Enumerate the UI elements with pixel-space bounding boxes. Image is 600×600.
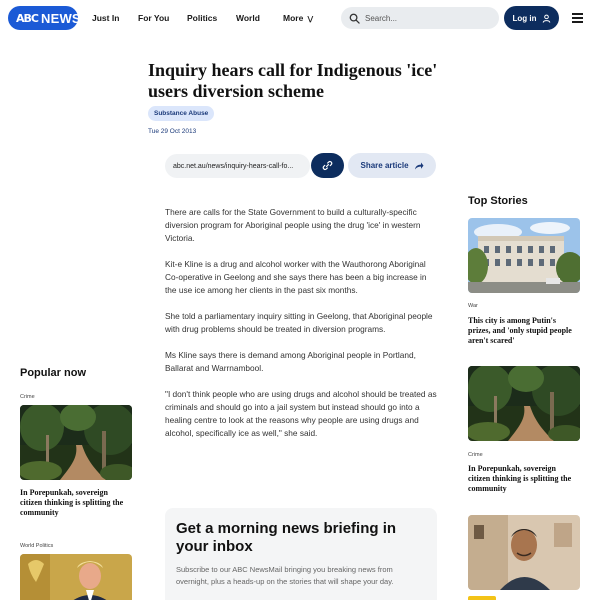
login-button[interactable] — [504, 6, 559, 30]
chevron-down-icon: ⋁ — [307, 15, 314, 23]
publish-date: Tue 29 Oct 2013 — [148, 128, 197, 135]
login-label: Log in — [512, 13, 537, 23]
topic-badge[interactable]: Substance Abuse — [148, 106, 214, 121]
nav-more[interactable] — [283, 13, 313, 23]
share-arrow-icon — [414, 161, 424, 171]
story-kicker: World Politics — [20, 543, 54, 549]
story-thumbnail[interactable] — [20, 554, 132, 600]
newsletter-title: Get a morning news briefing in your inbox — [176, 520, 397, 555]
article-paragraph: There are calls for the State Government to build a culturally-specific diversion program for Aboriginal people using the drug 'ice' in western Victoria. — [165, 207, 421, 243]
story-thumbnail[interactable] — [468, 366, 580, 441]
newsletter-signup-card — [165, 508, 437, 600]
story-headline-link[interactable]: This city is among Putin's prizes, and 'only stupid people aren't scared' — [468, 316, 572, 345]
story-kicker: Crime — [468, 452, 483, 458]
story-headline-link[interactable]: In Porepunkah, sovereign citizen thinking is splitting the community — [20, 488, 124, 517]
newsletter-description: Subscribe to our ABC NewsMail bringing you breaking news from overnight, plus a heads-up on the stories that will shape your day. — [176, 565, 394, 586]
article-paragraph: "I don't think people who are using drugs and alcohol should be treated as criminals and should go into a jail system but instead should go into a healing centre to look at the reasons why people are using drugs and alcohol, specifically ice as well," she said. — [165, 389, 437, 438]
hamburger-menu-icon[interactable] — [572, 13, 583, 23]
live-tag — [468, 596, 496, 600]
nav-more-label: More — [283, 13, 304, 23]
story-kicker: Crime — [20, 394, 35, 400]
user-icon — [542, 14, 551, 23]
abc-news-logo[interactable] — [8, 6, 81, 30]
search-icon — [349, 13, 360, 24]
nav-just-in[interactable]: Just In — [92, 13, 120, 23]
article-paragraph: Kit-e Kline is a drug and alcohol worker with the Wauthorong Aboriginal Co-operative in Geelong and she says there has been a big increase in the use ice among her clients in the past six months. — [165, 259, 427, 295]
popular-now-heading: Popular now — [20, 367, 86, 379]
article-paragraph: Ms Kline says there is demand among Aboriginal people in Portland, Ballarat and Warrnambool. — [165, 350, 416, 373]
logo-wordmark: NEWS — [40, 10, 81, 26]
link-icon — [322, 160, 333, 171]
search-placeholder: Search... — [365, 13, 398, 23]
share-label: Share article — [360, 161, 409, 170]
story-kicker: War — [468, 303, 478, 309]
story-thumbnail[interactable] — [20, 405, 132, 480]
abc-logo-mark: ABC — [16, 11, 38, 25]
share-article-button[interactable] — [348, 153, 436, 178]
article-headline: Inquiry hears call for Indigenous 'ice' users diversion scheme — [148, 60, 438, 101]
article-paragraph: She told a parliamentary inquiry sitting in Geelong, that Aboriginal people with drug problems should be treated in diversion programs. — [165, 311, 433, 334]
story-thumbnail[interactable] — [468, 218, 580, 293]
story-headline-link[interactable]: In Porepunkah, sovereign citizen thinking is splitting the community — [468, 464, 572, 493]
copy-link-button[interactable] — [311, 153, 344, 178]
search-input[interactable] — [341, 7, 499, 29]
top-stories-heading: Top Stories — [468, 195, 528, 207]
nav-world[interactable]: World — [236, 13, 260, 23]
story-thumbnail[interactable] — [468, 515, 580, 590]
nav-politics[interactable]: Politics — [187, 13, 218, 23]
site-header — [0, 0, 600, 36]
article-url-field[interactable]: abc.net.au/news/inquiry-hears-call-fo... — [165, 154, 310, 178]
nav-for-you[interactable]: For You — [138, 13, 170, 23]
article-body — [165, 206, 437, 453]
